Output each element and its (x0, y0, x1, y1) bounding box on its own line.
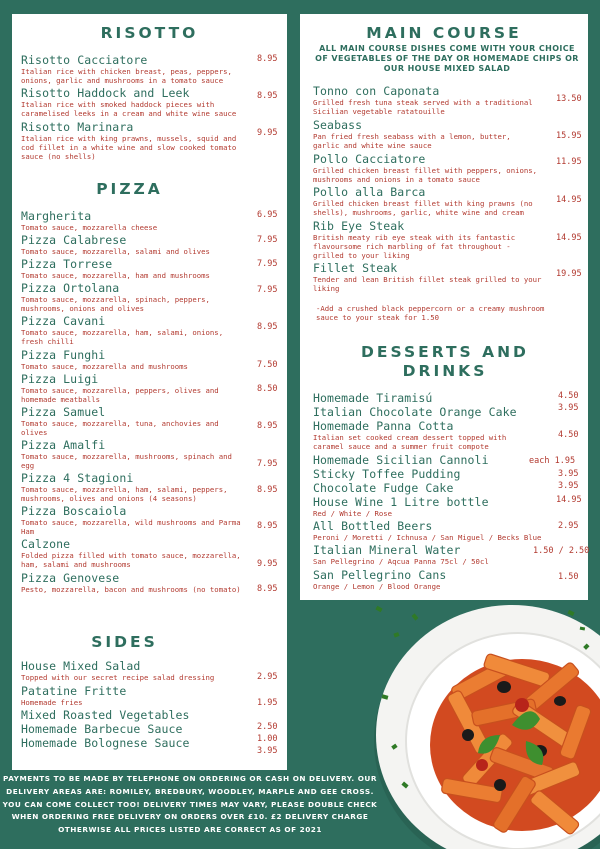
menu-item-description: Tomato sauce, mozzarella, ham and mushrooms (21, 271, 210, 280)
menu-item-price: 4.50 (558, 430, 579, 440)
menu-item-name: Calzone (21, 537, 71, 551)
menu-item-description: Italian rice with chicken breast, peas, peppers, onions, garlic and mushrooms in a tomato sauce (21, 67, 232, 86)
menu-item-price: 7.50 (257, 360, 278, 370)
desserts-heading-line2: DRINKS (402, 362, 488, 380)
menu-item-name: Tonno con Caponata (313, 84, 440, 98)
menu-item-price: 13.50 (556, 94, 582, 104)
menu-item-name: Homemade Barbecue Sauce (21, 722, 183, 736)
menu-item-name: Risotto Haddock and Leek (21, 86, 190, 100)
menu-item-price: 19.95 (556, 269, 582, 279)
menu-item-description: Italian set cooked cream dessert topped with caramel sauce and a summer fruit compote (313, 433, 507, 452)
menu-item-price: 7.95 (257, 235, 278, 245)
menu-item-name: Italian Mineral Water (313, 543, 461, 557)
desserts-heading: DESSERTS AND (361, 343, 529, 361)
menu-item-description: Italian rice with smoked haddock pieces with caramelised leeks in a cream and white wine sauce (21, 100, 237, 119)
menu-item-name: Risotto Cacciatore (21, 53, 148, 67)
menu-item-price: 14.95 (556, 195, 582, 205)
menu-item-name: Pollo alla Barca (313, 185, 426, 199)
menu-item-price: 3.95 (558, 403, 579, 413)
menu-item-description: Italian rice with king prawns, mussels, squid and cod fillet in a white wine and slow cooked tomato sauce (no shells) (21, 134, 237, 162)
menu-item-name: Fillet Steak (313, 261, 398, 275)
menu-item-price: 3.95 (257, 746, 278, 756)
menu-item-price: 1.50 / 2.50 (533, 546, 590, 556)
menu-item-price: 7.95 (257, 285, 278, 295)
menu-item-name: Pizza Cavani (21, 314, 106, 328)
menu-item-name: Pizza Samuel (21, 405, 106, 419)
menu-item-price: 1.50 (558, 572, 579, 582)
menu-item-description: Tomato sauce, mozzarella, ham, salami, onions, fresh chilli (21, 328, 224, 347)
menu-item-description: Tomato sauce, mozzarella, ham, salami, peppers, mushrooms, olives and onions (4 seasons) (21, 485, 228, 504)
menu-item-price: 9.95 (257, 559, 278, 569)
menu-item-description: Orange / Lemon / Blood Orange (313, 582, 441, 591)
menu-item-description: Tomato sauce, mozzarella and mushrooms (21, 362, 188, 371)
menu-item-price: 14.95 (556, 233, 582, 243)
menu-item-price: 8.95 (257, 584, 278, 594)
menu-item-description: British meaty rib eye steak with its fantastic flavoursome rich marbling of fat throughout - grilled to your liking (313, 233, 516, 261)
menu-item-name: Seabass (313, 118, 363, 132)
menu-item-name: Pizza Amalfi (21, 438, 106, 452)
menu-item-name: Pizza Luigi (21, 372, 99, 386)
menu-item-description: Tomato sauce, mozzarella, spinach, peppers, mushrooms, onions and olives (21, 295, 210, 314)
pasta-dish-image (372, 575, 600, 849)
menu-item-price: 8.95 (257, 521, 278, 531)
menu-item-name: Chocolate Fudge Cake (313, 481, 454, 495)
menu-item-description: Peroni / Moretti / Ichnusa / San Miguel / Becks Blue (313, 533, 542, 542)
pizza-heading: PIZZA (96, 180, 163, 198)
menu-item-description: Grilled fresh tuna steak served with a traditional Sicilian vegetable ratatouille (313, 98, 533, 117)
menu-item-name: House Mixed Salad (21, 659, 141, 673)
menu-item-price: 6.95 (257, 210, 278, 220)
menu-item-name: Pizza Calabrese (21, 233, 127, 247)
menu-item-name: Pizza Funghi (21, 348, 106, 362)
menu-item-price: 2.95 (257, 672, 278, 682)
menu-item-price: 7.95 (257, 259, 278, 269)
risotto-heading: RISOTTO (100, 24, 199, 42)
menu-item-price: 8.95 (257, 91, 278, 101)
menu-item-name: Mixed Roasted Vegetables (21, 708, 190, 722)
menu-item-price: 8.50 (257, 384, 278, 394)
menu-item-price: 2.95 (558, 521, 579, 531)
menu-item-price: 8.95 (257, 322, 278, 332)
menu-item-name: Pizza Ortolana (21, 281, 120, 295)
menu-item-description: Red / White / Rose (313, 509, 393, 518)
steak-sauce-note: -Add a crushed black peppercorn or a creamy mushroom sauce to your steak for 1.50 (316, 304, 545, 323)
menu-item-price: 8.95 (257, 54, 278, 64)
menu-item-name: Homemade Bolognese Sauce (21, 736, 190, 750)
sides-heading: SIDES (91, 633, 158, 651)
menu-item-description: Tomato sauce, mozzarella, salami and olives (21, 247, 210, 256)
menu-item-name: Pizza Boscaiola (21, 504, 127, 518)
menu-item-price: 1.00 (257, 734, 278, 744)
menu-item-price: 3.95 (558, 481, 579, 491)
menu-item-price: 9.95 (257, 128, 278, 138)
menu-item-price: 15.95 (556, 131, 582, 141)
menu-item-description: Tomato sauce, mozzarella, wild mushrooms and Parma Ham (21, 518, 241, 537)
menu-item-name: Pollo Cacciatore (313, 152, 426, 166)
menu-item-name: Pizza Torrese (21, 257, 113, 271)
menu-item-price: 7.95 (257, 459, 278, 469)
menu-item-description: Folded pizza filled with tomato sauce, mozzarella, ham, salami and mushrooms (21, 551, 241, 570)
menu-item-name: House Wine 1 Litre bottle (313, 495, 489, 509)
delivery-info-note: PAYMENTS TO BE MADE BY TELEPHONE ON ORDERING OR CASH ON DELIVERY. OUR DELIVERY AREAS ARE: ROMILEY, BREDBURY, WOODLEY, MARPLE AND GEE CROSS. YOU CAN COME COLLECT TOO! DELIVERY TIMES MAY VARY, PLEASE DOUBLE CHECK WHEN ORDERING FREE DELIVERY ON ORDERS OVER £10. £2 DELIVERY CHARGE OTHERWISE ALL PRICES LISTED ARE CORRECT AS OF 2021 (2, 774, 378, 835)
menu-item-name: Italian Chocolate Orange Cake (313, 405, 517, 419)
menu-item-name: Homemade Tiramisú (313, 391, 433, 405)
menu-item-price: 8.95 (257, 485, 278, 495)
menu-item-name: Sticky Toffee Pudding (313, 467, 461, 481)
menu-item-name: Homemade Sicilian Cannoli (313, 453, 489, 467)
menu-item-description: Tomato sauce, mozzarella, peppers, olives and homemade meatballs (21, 386, 219, 405)
menu-item-price: 4.50 (558, 391, 579, 401)
menu-item-description: Pan fried fresh seabass with a lemon, butter, garlic and white wine sauce (313, 132, 511, 151)
menu-item-description: Pesto, mozzarella, bacon and mushrooms (no tomato) (21, 585, 241, 594)
menu-item-name: Homemade Panna Cotta (313, 419, 454, 433)
main-course-heading: MAIN COURSE (366, 24, 522, 42)
menu-item-price: 2.50 (257, 722, 278, 732)
menu-item-name: Risotto Marinara (21, 120, 134, 134)
menu-item-description: Tomato sauce, mozzarella, mushrooms, spinach and egg (21, 452, 232, 471)
menu-item-name: San Pellegrino Cans (313, 568, 447, 582)
menu-item-description: Tender and lean British fillet steak grilled to your liking (313, 275, 542, 294)
menu-item-name: Margherita (21, 209, 92, 223)
menu-item-price: 3.95 (558, 469, 579, 479)
menu-item-price: each 1.95 (529, 456, 576, 466)
menu-item-description: San Pellegrino / Aqcua Panna 75cl / 50cl (313, 557, 489, 566)
menu-item-price: 8.95 (257, 421, 278, 431)
menu-item-description: Topped with our secret recipe salad dressing (21, 673, 215, 682)
menu-item-name: All Bottled Beers (313, 519, 433, 533)
menu-item-description: Homemade fries (21, 698, 83, 707)
menu-item-price: 14.95 (556, 495, 582, 505)
main-course-subtitle: ALL MAIN COURSE DISHES COME WITH YOUR CHOICE OF VEGETABLES OF THE DAY OR HOMEMADE CHIPS OR OUR HOUSE MIXED SALAD (315, 44, 579, 73)
menu-item-description: Tomato sauce, mozzarella, tuna, anchovies and olives (21, 419, 219, 438)
menu-item-name: Pizza Genovese (21, 571, 120, 585)
menu-item-description: Tomato sauce, mozzarella cheese (21, 223, 158, 232)
menu-item-name: Pizza 4 Stagioni (21, 471, 134, 485)
menu-item-description: Grilled chicken breast fillet with peppers, onions, mushrooms and onions in a tomato sauce (313, 166, 538, 185)
menu-item-price: 1.95 (257, 698, 278, 708)
menu-item-name: Rib Eye Steak (313, 219, 405, 233)
menu-item-description: Grilled chicken breast fillet with king prawns (no shells), mushrooms, garlic, white wine and cream (313, 199, 533, 218)
menu-item-name: Patatine Fritte (21, 684, 127, 698)
menu-item-price: 11.95 (556, 157, 582, 167)
